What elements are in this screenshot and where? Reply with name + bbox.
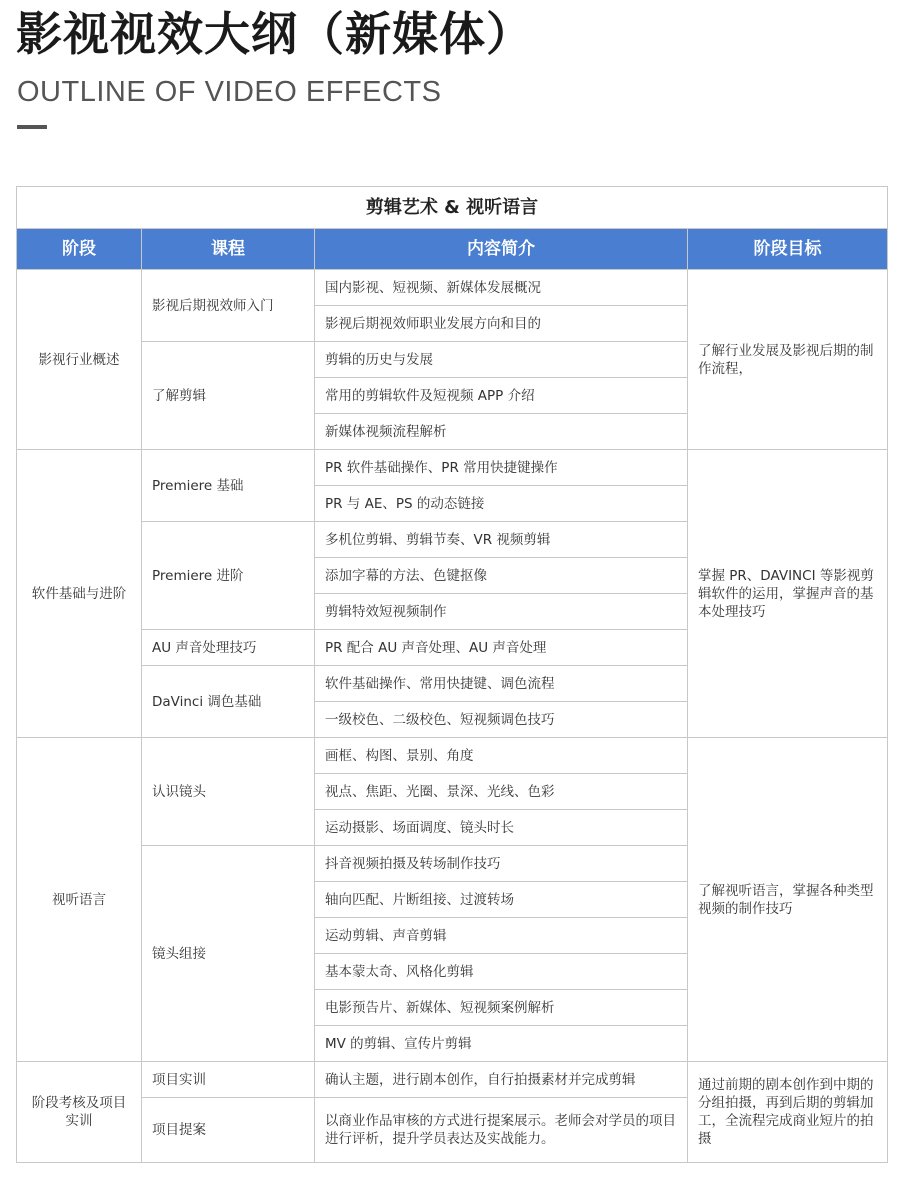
content-cell: 国内影视、短视频、新媒体发展概况	[315, 270, 688, 306]
content-cell: MV 的剪辑、宣传片剪辑	[315, 1026, 688, 1062]
content-cell: 新媒体视频流程解析	[315, 414, 688, 450]
course-cell: 影视后期视效师入门	[142, 270, 315, 342]
goal-cell: 了解行业发展及影视后期的制作流程，	[688, 270, 888, 450]
content-cell: 运动摄影、场面调度、镜头时长	[315, 810, 688, 846]
course-cell: Premiere 基础	[142, 450, 315, 522]
goal-cell: 了解视听语言，掌握各种类型视频的制作技巧	[688, 738, 888, 1062]
stage-cell: 影视行业概述	[17, 270, 142, 450]
content-cell: 轴向匹配、片断组接、过渡转场	[315, 882, 688, 918]
column-header-stage: 阶段	[17, 229, 142, 270]
column-header-course: 课程	[142, 229, 315, 270]
table-row	[17, 1062, 888, 1098]
content-cell: 运动剪辑、声音剪辑	[315, 918, 688, 954]
content-cell: 抖音视频拍摄及转场制作技巧	[315, 846, 688, 882]
stage-cell: 软件基础与进阶	[17, 450, 142, 738]
content-cell: 一级校色、二级校色、短视频调色技巧	[315, 702, 688, 738]
content-cell: 常用的剪辑软件及短视频 APP 介绍	[315, 378, 688, 414]
content-cell: 视点、焦距、光圈、景深、光线、色彩	[315, 774, 688, 810]
stage-cell: 视听语言	[17, 738, 142, 1062]
course-cell: 镜头组接	[142, 846, 315, 1062]
page-subtitle: OUTLINE OF VIDEO EFFECTS	[17, 76, 442, 108]
column-header-content: 内容简介	[315, 229, 688, 270]
table-row	[17, 270, 888, 306]
goal-cell: 掌握 PR、DAVINCI 等影视剪辑软件的运用，掌握声音的基本处理技巧	[688, 450, 888, 738]
table-row	[17, 738, 888, 774]
table-row	[17, 450, 888, 486]
course-cell: 认识镜头	[142, 738, 315, 846]
course-cell: 项目提案	[142, 1098, 315, 1163]
content-cell: 剪辑的历史与发展	[315, 342, 688, 378]
course-cell: Premiere 进阶	[142, 522, 315, 630]
section-title: 剪辑艺术 & 视听语言	[17, 187, 888, 229]
content-cell: 确认主题，进行剧本创作，自行拍摄素材并完成剪辑	[315, 1062, 688, 1098]
content-cell: PR 与 AE、PS 的动态链接	[315, 486, 688, 522]
content-cell: 以商业作品审核的方式进行提案展示。老师会对学员的项目进行评析，提升学员表达及实战能力。	[315, 1098, 688, 1163]
content-cell: 添加字幕的方法、色键抠像	[315, 558, 688, 594]
course-cell: DaVinci 调色基础	[142, 666, 315, 738]
content-cell: 剪辑特效短视频制作	[315, 594, 688, 630]
outline-table	[16, 186, 888, 1163]
content-cell: 影视后期视效师职业发展方向和目的	[315, 306, 688, 342]
content-cell: 多机位剪辑、剪辑节奏、VR 视频剪辑	[315, 522, 688, 558]
content-cell: PR 软件基础操作、PR 常用快捷键操作	[315, 450, 688, 486]
page-title: 影视视效大纲（新媒体）	[16, 7, 533, 61]
stage-cell: 阶段考核及项目实训	[17, 1062, 142, 1163]
content-cell: 电影预告片、新媒体、短视频案例解析	[315, 990, 688, 1026]
course-cell: 项目实训	[142, 1062, 315, 1098]
goal-cell: 通过前期的剧本创作到中期的分组拍摄，再到后期的剪辑加工，全流程完成商业短片的拍摄	[688, 1062, 888, 1163]
course-cell: 了解剪辑	[142, 342, 315, 450]
content-cell: 画框、构图、景别、角度	[315, 738, 688, 774]
course-cell: AU 声音处理技巧	[142, 630, 315, 666]
column-header-goal: 阶段目标	[688, 229, 888, 270]
content-cell: 软件基础操作、常用快捷键、调色流程	[315, 666, 688, 702]
content-cell: PR 配合 AU 声音处理、AU 声音处理	[315, 630, 688, 666]
title-accent-bar	[17, 125, 47, 129]
content-cell: 基本蒙太奇、风格化剪辑	[315, 954, 688, 990]
